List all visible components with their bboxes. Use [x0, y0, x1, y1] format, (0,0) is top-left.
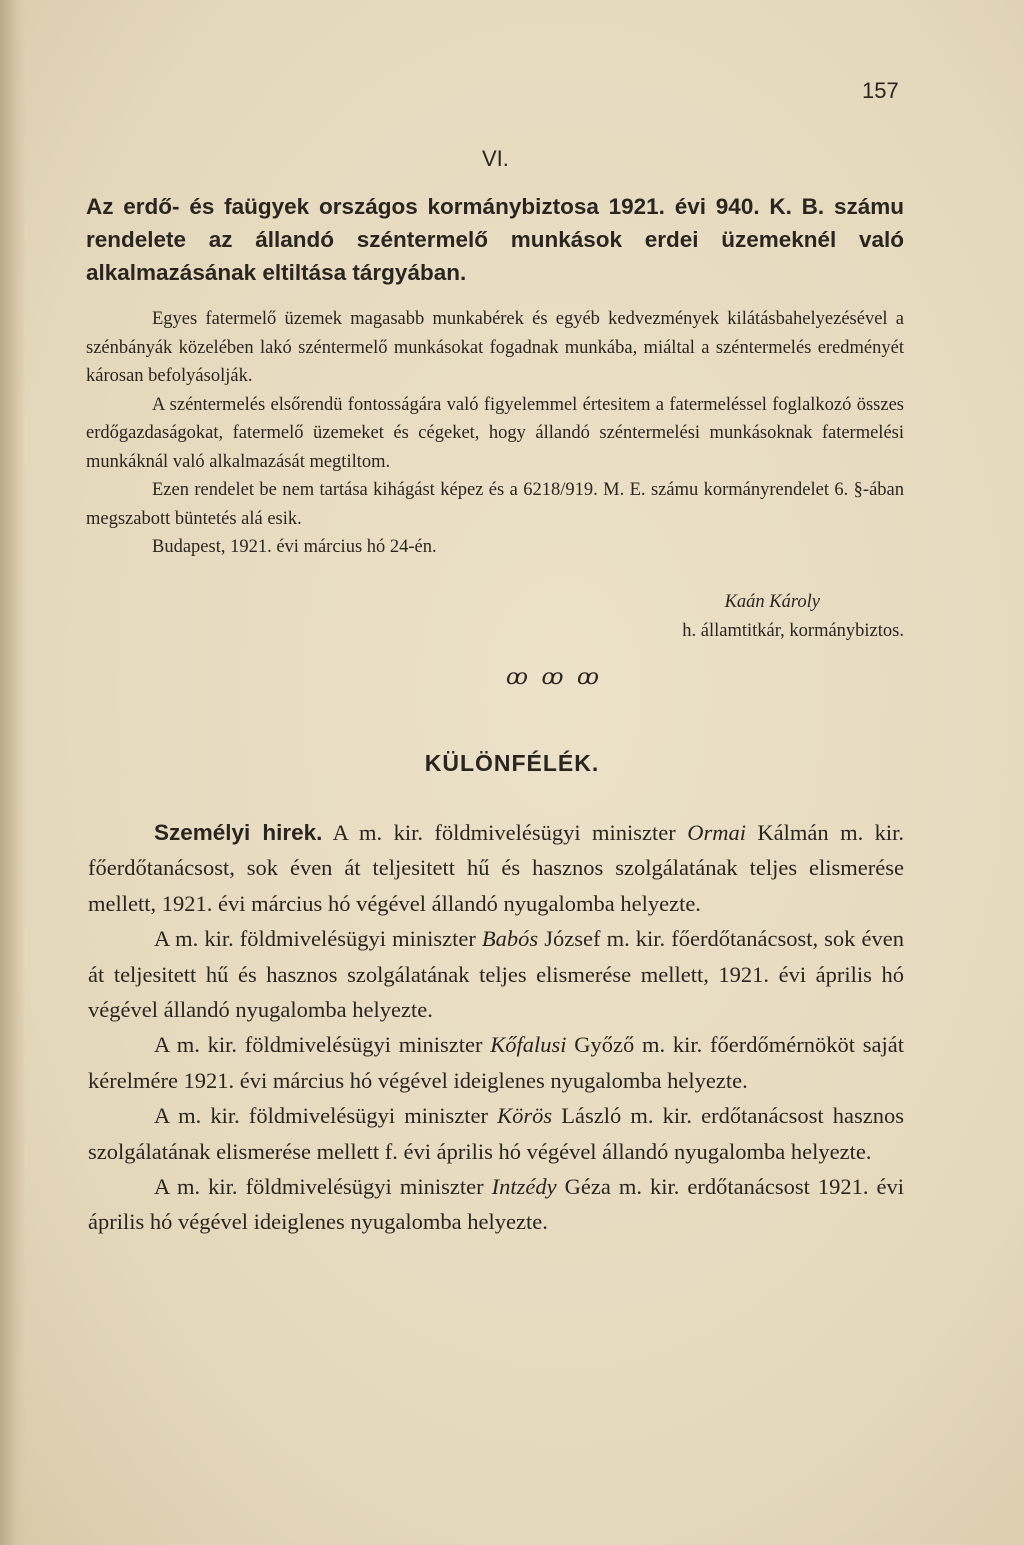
- person-name: Kőfalusi: [490, 1032, 567, 1058]
- signature-block: [480, 588, 904, 645]
- decree-date-line: Budapest, 1921. évi március hó 24-én.: [152, 537, 437, 557]
- ornament-divider: ꝏ ꝏ ꝏ: [506, 664, 603, 689]
- news-body: [88, 815, 904, 1240]
- person-name: Ormai: [687, 820, 746, 845]
- decree-paragraph: Ezen rendelet be nem tartása kihágást képez és a 6218/919. M. E. számu kormányrendelet 6. §-ában megszabott büntetés alá esik.: [86, 480, 904, 529]
- page-number: 157: [862, 78, 899, 103]
- news-heading: Személyi hirek.: [154, 820, 323, 845]
- news-item: A m. kir. földmivelésügyi miniszter Körös László m. kir. erdőtanácsost hasznos szolgálatának elismerése mellett f. évi április hó végével állandó nyugalomba helyezte.: [88, 1103, 905, 1164]
- news-item: A m. kir. földmivelésügyi miniszter Babós József m. kir. főerdőtanácsost, sok éven át teljesitett hű és hasznos szolgálatának teljes elismerése mellett, 1921. évi április hó végével állandó nyugalomba helyezte.: [88, 926, 904, 1023]
- decree-body: [86, 305, 904, 562]
- news-item: Személyi hirek. A m. kir. földmivelésügyi miniszter Ormai Kálmán m. kir. főerdőtanácsost, sok éven át teljesitett hű és hasznos szolgálatának teljes elismerése mellett, 1921. évi március hó végével állandó nyugalomba helyezte.: [88, 820, 905, 916]
- person-name: Babós: [481, 926, 539, 952]
- news-item: A m. kir. földmivelésügyi miniszter Kőfalusi Győző m. kir. főerdőmérnököt saját kérelmére 1921. évi március hó végével ideiglenes nyugalomba helyezte.: [88, 1032, 904, 1093]
- decree-paragraph: A széntermelés elsőrendü fontosságára való figyelemmel értesitem a fatermeléssel foglalkozó összes erdőgazdaságokat, fatermelő üzemeket és cégeket, hogy állandó széntermelési munkásoknak fatermelési munkáknál való alkalmazását megtiltom.: [86, 394, 904, 472]
- decree-paragraph: Egyes fatermelő üzemek magasabb munkabérek és egyéb kedvezmények kilátásbahelyezésével a szénbányák közelében lakó széntermelő munkásokat fogadnak munkába, miáltal a széntermelés eredményét károsan befolyásolják.: [86, 309, 904, 386]
- person-name: Intzédy: [491, 1174, 557, 1200]
- news-item: A m. kir. földmivelésügyi miniszter Intzédy Géza m. kir. erdőtanácsost 1921. évi április hó végével ideiglenes nyugalomba helyezte.: [88, 1174, 905, 1235]
- section-heading: KÜLÖNFÉLÉK.: [424, 750, 600, 776]
- decree-title: Az erdő- és faügyek országos kormánybiztosa 1921. évi 940. K. B. számu rendelete az állandó széntermelő munkások erdei üzemeknél való alkalmazásának eltiltása tárgyában.: [86, 194, 904, 285]
- person-name: Körös: [497, 1103, 553, 1129]
- signature-name: Kaán Károly: [724, 592, 820, 612]
- signature-title: h. államtitkár, kormánybiztos.: [682, 620, 904, 641]
- section-number: VI.: [482, 146, 509, 171]
